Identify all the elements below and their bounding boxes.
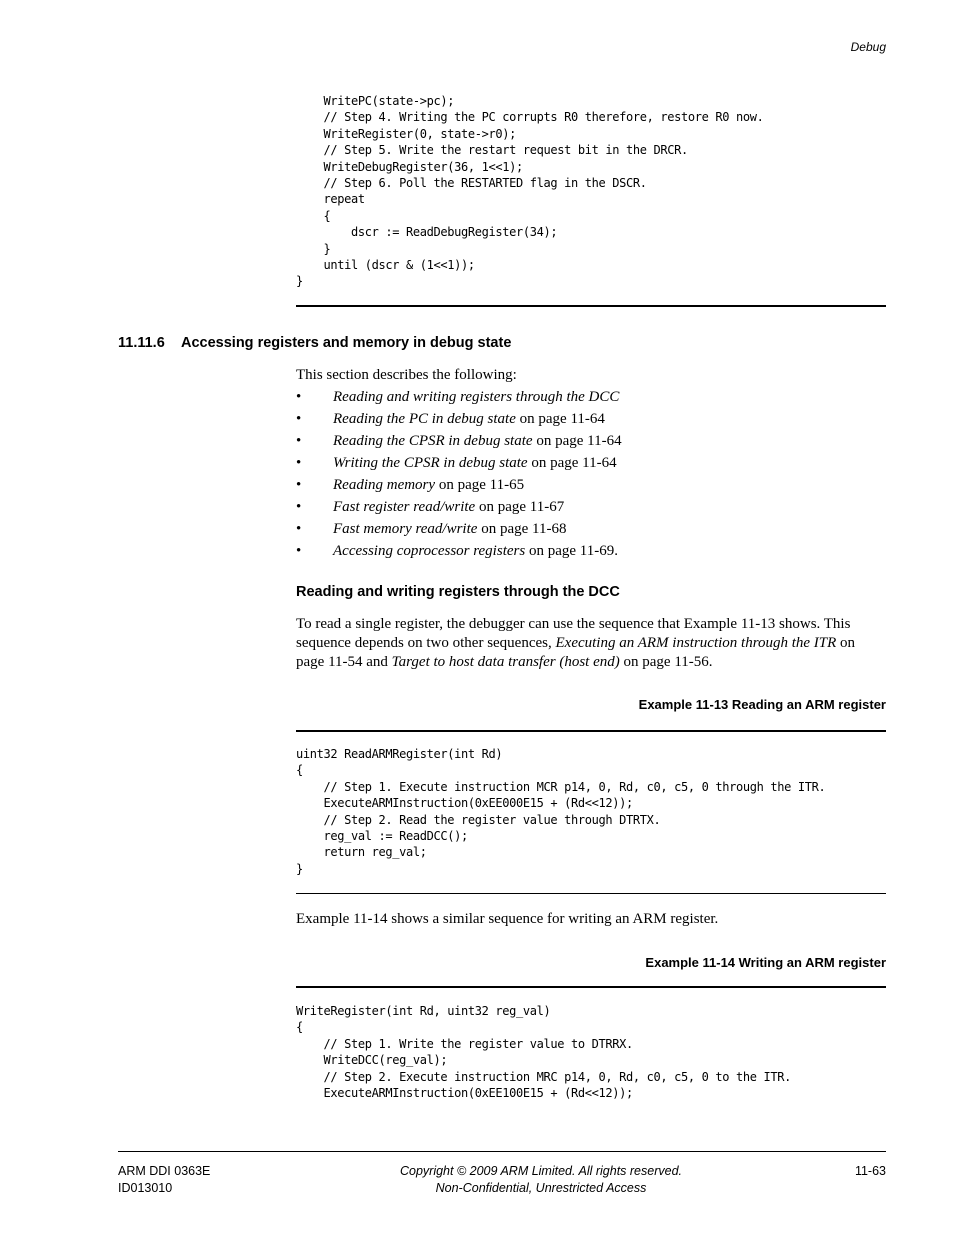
running-header: Debug — [850, 40, 886, 54]
cross-reference-link[interactable]: Executing an ARM instruction through the ITR — [555, 635, 837, 651]
topic-list-item — [296, 408, 622, 430]
footer-page-number: 11-63 — [854, 1164, 886, 1178]
code-block-continuation: WritePC(state->pc); // Step 4. Writing the PC corrupts R0 therefore, restore R0 now. WriteRegister(0, state->r0); // Step 5. Write the restart request bit in the DRCR. WriteDebugRegister(36, 1<<1); // Step 6. Poll the RESTARTED flag in the DSCR. repeat { dscr := ReadDebugRegister(34); } until (dscr & (1<<1)); } — [296, 94, 764, 289]
example-13-code: uint32 ReadARMRegister(int Rd) { // Step 1. Execute instruction MCR p14, 0, Rd, c0, c5, 0 through the ITR. ExecuteARMInstruction(0xEE000E15 + (Rd<<12)); // Step 2. Read the register value through DTRTX. reg_val := ReadDCC(); return reg_val; } — [296, 747, 826, 876]
footer-doc-revision: ID013010 — [118, 1181, 173, 1195]
topic-list-item — [296, 540, 622, 562]
cross-reference-link[interactable]: Writing the CPSR in debug state — [333, 455, 528, 471]
cross-reference-link[interactable]: Reading and writing registers through the DCC — [333, 389, 620, 405]
cross-reference-link[interactable]: Accessing coprocessor registers — [333, 543, 526, 559]
footer-legal — [296, 1163, 786, 1197]
footer-doc-info — [118, 1163, 210, 1197]
bullet-marker: • — [296, 389, 302, 405]
topic-list-item — [296, 386, 622, 408]
paragraph-line-2 — [296, 634, 886, 653]
text-run: sequence depends on two other sequences, — [296, 635, 556, 651]
cross-reference-link[interactable]: Reading memory — [333, 477, 436, 493]
cross-reference-link[interactable]: Reading the CPSR in debug state — [333, 433, 533, 449]
bullet-marker: • — [296, 543, 302, 559]
code-end-rule — [296, 305, 886, 307]
text-run: on page 11-56. — [619, 654, 713, 670]
page-reference: on page 11-65 — [435, 477, 525, 493]
page-reference: on page 11-69. — [525, 543, 618, 559]
footer-access: Non-Confidential, Unrestricted Access — [435, 1181, 647, 1195]
topic-list — [296, 386, 622, 562]
example-13-title: Example 11-13 Reading an ARM register — [638, 697, 886, 712]
page-reference: on page 11-68 — [477, 521, 567, 537]
cross-reference-link[interactable]: Fast register read/write — [333, 499, 476, 515]
topic-list-item — [296, 430, 622, 452]
bullet-marker: • — [296, 433, 302, 449]
subsection-paragraph — [296, 615, 886, 672]
footer-copyright: Copyright © 2009 ARM Limited. All rights reserved. — [399, 1164, 682, 1178]
section-heading — [118, 335, 511, 351]
page-reference: on page 11-64 — [527, 455, 617, 471]
footer-doc-id: ARM DDI 0363E — [118, 1164, 211, 1178]
cross-reference-link[interactable]: Fast memory read/write — [333, 521, 478, 537]
section-intro: This section describes the following: — [296, 367, 517, 383]
cross-reference-link[interactable]: Target to host data transfer (host end) — [391, 654, 620, 670]
bullet-marker: • — [296, 499, 302, 515]
page-reference: on page 11-64 — [515, 411, 605, 427]
topic-list-item — [296, 496, 622, 518]
bullet-marker: • — [296, 477, 302, 493]
paragraph-line-1: To read a single register, the debugger can use the sequence that Example 11-13 shows. This — [296, 616, 851, 632]
page-reference: on page 11-64 — [532, 433, 622, 449]
transition-paragraph: Example 11-14 shows a similar sequence for writing an ARM register. — [296, 911, 719, 927]
example-14-title: Example 11-14 Writing an ARM register — [645, 955, 886, 970]
example-14-top-rule — [296, 986, 886, 988]
example-13-top-rule — [296, 730, 886, 732]
topic-list-item — [296, 518, 622, 540]
paragraph-line-3 — [296, 653, 886, 672]
example-14-code: WriteRegister(int Rd, uint32 reg_val) { // Step 1. Write the register value to DTRRX. WriteDCC(reg_val); // Step 2. Execute instruction MRC p14, 0, Rd, c0, c5, 0 to the ITR. ExecuteARMInstruction(0xEE100E15 + (Rd<<12)); — [296, 1004, 791, 1101]
topic-list-item — [296, 474, 622, 496]
section-title: Accessing registers and memory in debug state — [181, 335, 512, 351]
example-13-bottom-rule — [296, 893, 886, 894]
subsection-heading: Reading and writing registers through the DCC — [296, 584, 620, 600]
bullet-marker: • — [296, 521, 302, 537]
page-reference: on page 11-67 — [475, 499, 565, 515]
text-run: page 11-54 and — [296, 654, 392, 670]
bullet-marker: • — [296, 455, 302, 471]
footer-rule — [118, 1151, 886, 1152]
cross-reference-link[interactable]: Reading the PC in debug state — [333, 411, 516, 427]
bullet-marker: • — [296, 411, 302, 427]
topic-list-item — [296, 452, 622, 474]
section-number: 11.11.6 — [118, 335, 165, 351]
text-run: on — [836, 635, 856, 651]
